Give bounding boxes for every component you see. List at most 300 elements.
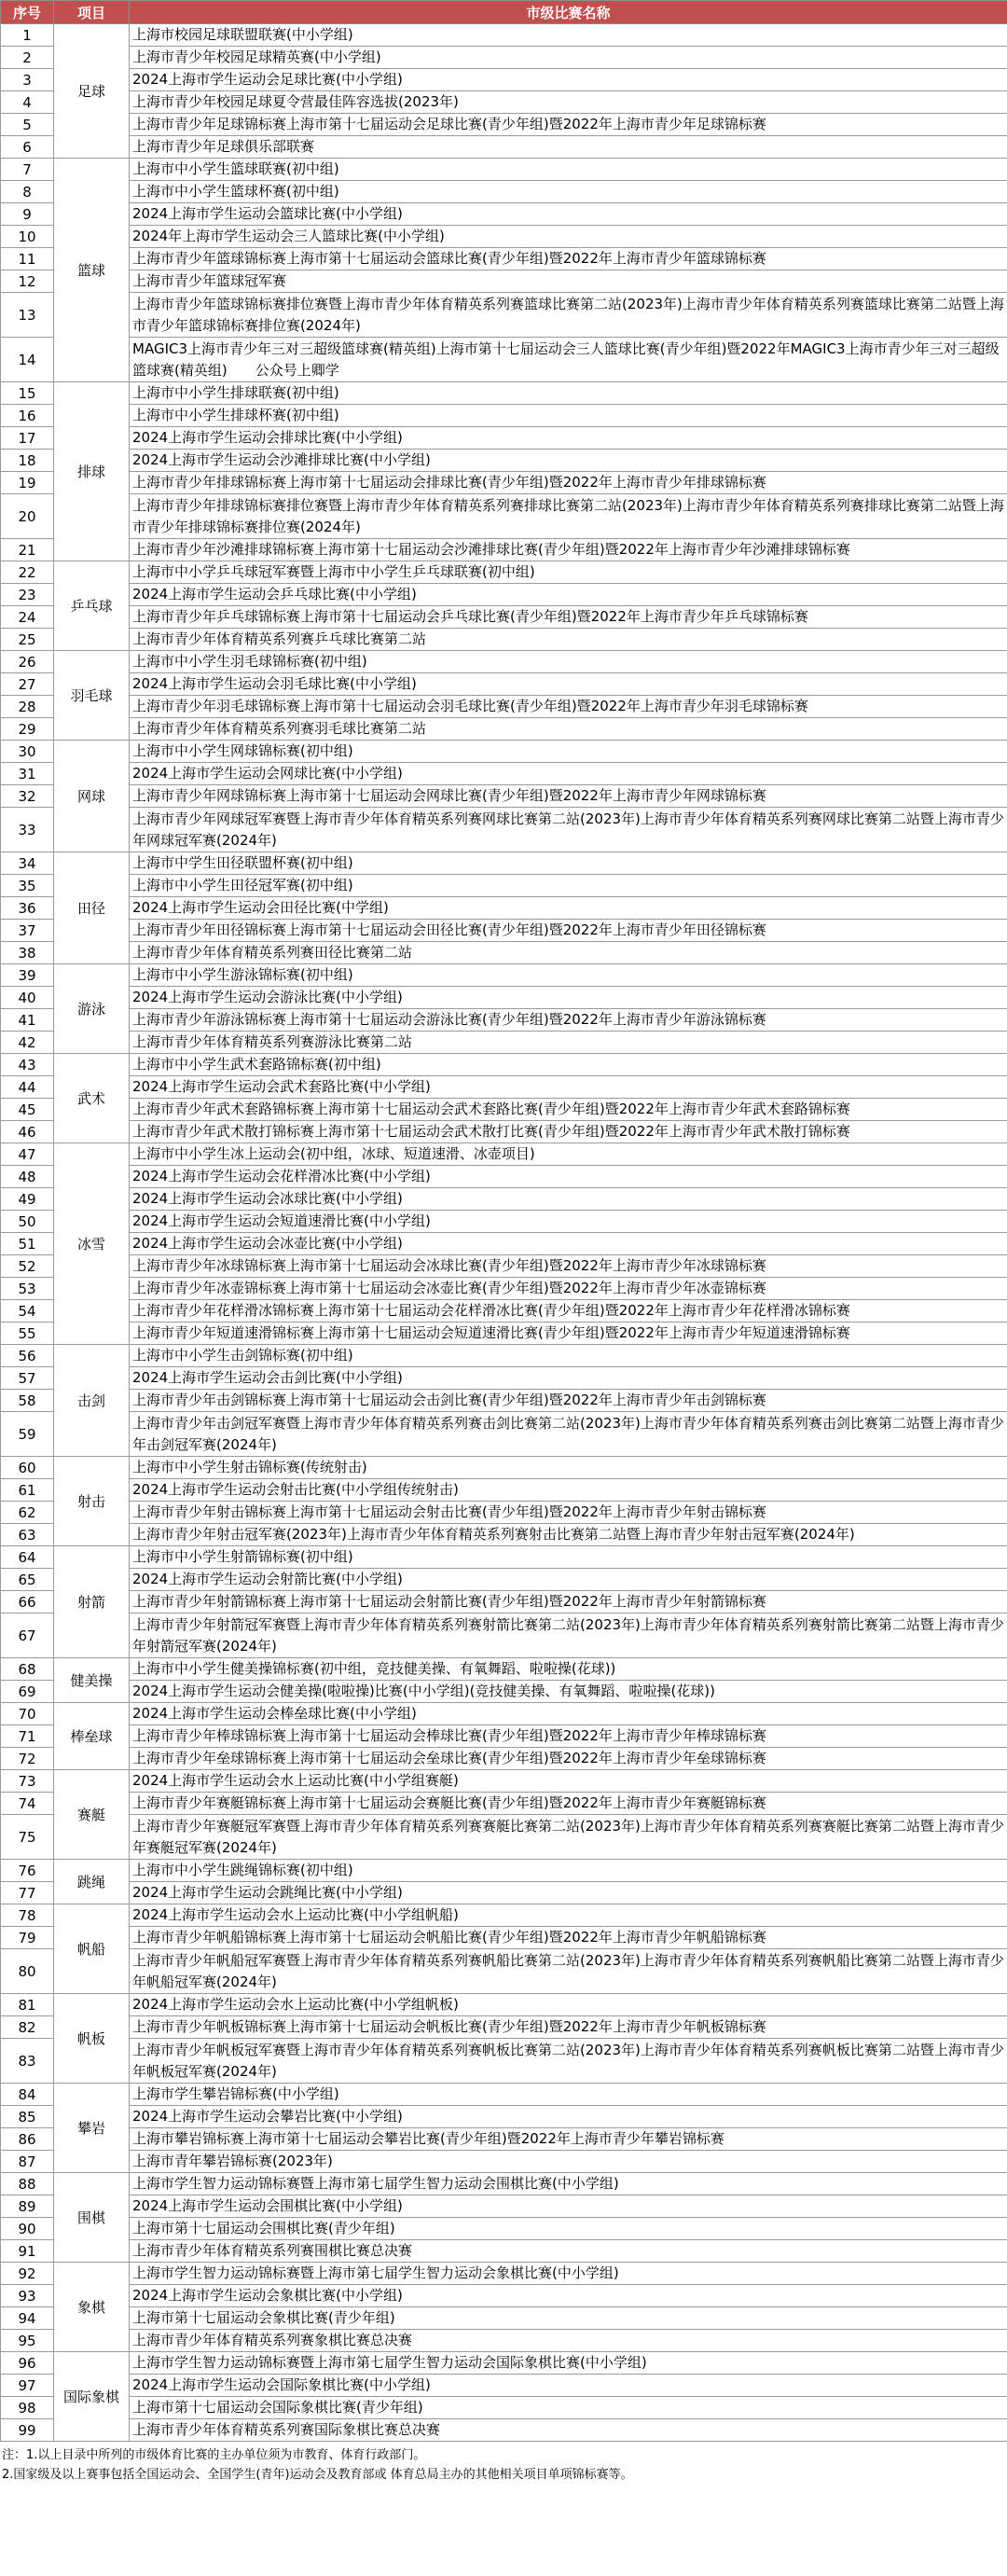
row-number: 41 xyxy=(1,1009,54,1032)
competition-name: 2024上海市学生运动会沙滩排球比赛(中小学组) xyxy=(130,450,1007,472)
competition-name: 上海市中小学生健美操锦标赛(初中组，竞技健美操、有氧舞蹈、啦啦操(花球)) xyxy=(130,1658,1007,1681)
table-row xyxy=(1,1367,1007,1390)
row-number: 57 xyxy=(1,1367,54,1390)
table-row xyxy=(1,1009,1007,1032)
row-number: 24 xyxy=(1,606,54,629)
table-row xyxy=(1,1345,1007,1367)
competition-name: 2024上海市学生运动会花样滑冰比赛(中小学组) xyxy=(130,1166,1007,1188)
row-number: 11 xyxy=(1,248,54,270)
category-cell: 赛艇 xyxy=(54,1770,130,1860)
row-number: 86 xyxy=(1,2128,54,2151)
table-row xyxy=(1,808,1007,852)
table-row xyxy=(1,1054,1007,1076)
row-number: 99 xyxy=(1,2419,54,2442)
competition-name: 2024上海市学生运动会国际象棋比赛(中小学组) xyxy=(130,2375,1007,2397)
row-number: 45 xyxy=(1,1099,54,1121)
row-number: 12 xyxy=(1,270,54,293)
table-row xyxy=(1,472,1007,494)
table-row xyxy=(1,136,1007,159)
category-cell: 乒乓球 xyxy=(54,561,130,651)
table-row xyxy=(1,2330,1007,2352)
table-row xyxy=(1,875,1007,897)
row-number: 44 xyxy=(1,1076,54,1099)
table-row xyxy=(1,1748,1007,1770)
table-row xyxy=(1,2016,1007,2039)
row-number: 53 xyxy=(1,1278,54,1300)
competition-name: 上海市青少年体育精英系列赛乒乓球比赛第二站 xyxy=(130,629,1007,651)
competition-name: 上海市青少年体育精英系列赛游泳比赛第二站 xyxy=(130,1032,1007,1054)
table-row xyxy=(1,651,1007,673)
table-row xyxy=(1,2218,1007,2240)
row-number: 46 xyxy=(1,1121,54,1143)
table-row xyxy=(1,24,1007,47)
row-number: 1 xyxy=(1,24,54,47)
table-row xyxy=(1,1278,1007,1300)
row-number: 2 xyxy=(1,47,54,69)
row-number: 30 xyxy=(1,741,54,763)
table-row xyxy=(1,785,1007,808)
category-cell: 跳绳 xyxy=(54,1860,130,1904)
competition-name: 2024上海市学生运动会水上运动比赛(中小学组帆板) xyxy=(130,1994,1007,2016)
row-number: 10 xyxy=(1,226,54,248)
competition-name: 上海市中小学生篮球杯赛(初中组) xyxy=(130,181,1007,203)
competition-name: 上海市青少年帆板冠军赛暨上海市青少年体育精英系列赛帆板比赛第二站(2023年)上海市青少年体育精英系列赛帆板比赛第二站暨上海市青少年帆板冠军赛(2024年) xyxy=(130,2039,1007,2084)
competition-name: 2024上海市学生运动会篮球比赛(中小学组) xyxy=(130,203,1007,226)
row-number: 97 xyxy=(1,2375,54,2397)
row-number: 96 xyxy=(1,2352,54,2375)
row-number: 62 xyxy=(1,1502,54,1524)
competition-name: 上海市中小学生武术套路锦标赛(初中组) xyxy=(130,1054,1007,1076)
category-cell: 游泳 xyxy=(54,964,130,1054)
row-number: 6 xyxy=(1,136,54,159)
row-number: 32 xyxy=(1,785,54,808)
row-number: 74 xyxy=(1,1793,54,1815)
row-number: 13 xyxy=(1,293,54,338)
row-number: 76 xyxy=(1,1860,54,1882)
table-row xyxy=(1,1099,1007,1121)
row-number: 37 xyxy=(1,920,54,942)
table-row xyxy=(1,2240,1007,2263)
table-row xyxy=(1,1569,1007,1591)
category-cell: 健美操 xyxy=(54,1658,130,1703)
competition-name: 上海市青少年乒乓球锦标赛上海市第十七届运动会乒乓球比赛(青少年组)暨2022年上海市青少年乒乓球锦标赛 xyxy=(130,606,1007,629)
table-row xyxy=(1,2285,1007,2307)
competition-name: 上海市青少年射箭冠军赛暨上海市青少年体育精英系列赛射箭比赛第二站(2023年)上海市青少年体育精英系列赛射箭比赛第二站暨上海市青少年射箭冠军赛(2024年) xyxy=(130,1613,1007,1658)
competition-name: 上海市青少年体育精英系列赛围棋比赛总决赛 xyxy=(130,2240,1007,2263)
competition-name: 上海市中小学生射箭锦标赛(初中组) xyxy=(130,1546,1007,1569)
competition-name: 上海市中小学生跳绳锦标赛(初中组) xyxy=(130,1860,1007,1882)
competition-name: 上海市青少年冰壶锦标赛上海市第十七届运动会冰壶比赛(青少年组)暨2022年上海市青少年冰壶锦标赛 xyxy=(130,1278,1007,1300)
competition-name: 2024上海市学生运动会射击比赛(中小学组传统射击) xyxy=(130,1479,1007,1502)
row-number: 9 xyxy=(1,203,54,226)
competition-name: 上海市中学生田径联盟杯赛(初中组) xyxy=(130,852,1007,875)
table-row xyxy=(1,606,1007,629)
table-row xyxy=(1,450,1007,472)
row-number: 82 xyxy=(1,2016,54,2039)
row-number: 38 xyxy=(1,942,54,964)
competition-name: 上海市中小学乒乓球冠军赛暨上海市中小学生乒乓球联赛(初中组) xyxy=(130,561,1007,584)
competition-name: 上海市中小学生游泳锦标赛(初中组) xyxy=(130,964,1007,987)
category-cell: 足球 xyxy=(54,24,130,159)
competition-name: 上海市中小学生篮球联赛(初中组) xyxy=(130,159,1007,181)
category-cell: 冰雪 xyxy=(54,1143,130,1345)
table-row xyxy=(1,382,1007,405)
row-number: 89 xyxy=(1,2195,54,2218)
table-row xyxy=(1,270,1007,293)
competition-name: 上海市青少年校园足球夏令营最佳阵容选拔(2023年) xyxy=(130,91,1007,114)
row-number: 56 xyxy=(1,1345,54,1367)
competition-name: 2024上海市学生运动会羽毛球比赛(中小学组) xyxy=(130,673,1007,696)
table-row xyxy=(1,2151,1007,2173)
row-number: 29 xyxy=(1,718,54,741)
row-number: 85 xyxy=(1,2106,54,2128)
competition-name: 上海市中小学生排球联赛(初中组) xyxy=(130,382,1007,405)
table-row xyxy=(1,561,1007,584)
competition-name: 上海市中小学生冰上运动会(初中组，冰球、短道速滑、冰壶项目) xyxy=(130,1143,1007,1166)
table-row xyxy=(1,338,1007,382)
competition-name: 上海市青少年垒球锦标赛上海市第十七届运动会垒球比赛(青少年组)暨2022年上海市青少年垒球锦标赛 xyxy=(130,1748,1007,1770)
table-row xyxy=(1,427,1007,450)
table-row xyxy=(1,584,1007,606)
table-row xyxy=(1,2084,1007,2106)
category-cell: 篮球 xyxy=(54,159,130,382)
row-number: 59 xyxy=(1,1412,54,1457)
row-number: 80 xyxy=(1,1949,54,1994)
row-number: 73 xyxy=(1,1770,54,1793)
row-number: 35 xyxy=(1,875,54,897)
table-row xyxy=(1,2307,1007,2330)
category-cell: 羽毛球 xyxy=(54,651,130,741)
table-row xyxy=(1,1121,1007,1143)
competition-name: 2024上海市学生运动会冰球比赛(中小学组) xyxy=(130,1188,1007,1211)
competition-name: 2024上海市学生运动会水上运动比赛(中小学组赛艇) xyxy=(130,1770,1007,1793)
table-row xyxy=(1,1255,1007,1278)
table-row xyxy=(1,741,1007,763)
category-cell: 击剑 xyxy=(54,1345,130,1457)
competition-name: 上海市青少年射击锦标赛上海市第十七届运动会射击比赛(青少年组)暨2022年上海市青少年射击锦标赛 xyxy=(130,1502,1007,1524)
row-number: 95 xyxy=(1,2330,54,2352)
table-row xyxy=(1,1591,1007,1613)
table-row xyxy=(1,1300,1007,1323)
competition-name: 上海市青少年赛艇锦标赛上海市第十七届运动会赛艇比赛(青少年组)暨2022年上海市青少年赛艇锦标赛 xyxy=(130,1793,1007,1815)
table-row xyxy=(1,1143,1007,1166)
row-number: 90 xyxy=(1,2218,54,2240)
row-number: 83 xyxy=(1,2039,54,2084)
competition-name: 上海市中小学生击剑锦标赛(初中组) xyxy=(130,1345,1007,1367)
competition-name: 上海市校园足球联盟联赛(中小学组) xyxy=(130,24,1007,47)
table-row xyxy=(1,47,1007,69)
table-row xyxy=(1,920,1007,942)
category-cell: 围棋 xyxy=(54,2173,130,2263)
competition-name: 上海市青少年冰球锦标赛上海市第十七届运动会冰球比赛(青少年组)暨2022年上海市青少年冰球锦标赛 xyxy=(130,1255,1007,1278)
competition-name: 上海市青少年体育精英系列赛象棋比赛总决赛 xyxy=(130,2330,1007,2352)
row-number: 22 xyxy=(1,561,54,584)
table-row xyxy=(1,1927,1007,1949)
competition-name: 2024上海市学生运动会武术套路比赛(中小学组) xyxy=(130,1076,1007,1099)
row-number: 15 xyxy=(1,382,54,405)
competition-name: 2024上海市学生运动会乒乓球比赛(中小学组) xyxy=(130,584,1007,606)
row-number: 28 xyxy=(1,696,54,718)
competition-name: 2024上海市学生运动会跳绳比赛(中小学组) xyxy=(130,1882,1007,1904)
competition-name: 上海市青少年棒球锦标赛上海市第十七届运动会棒球比赛(青少年组)暨2022年上海市青少年棒球锦标赛 xyxy=(130,1725,1007,1748)
competition-name: 上海市中小学生田径冠军赛(初中组) xyxy=(130,875,1007,897)
table-row xyxy=(1,2195,1007,2218)
table-row xyxy=(1,1412,1007,1457)
table-row xyxy=(1,1793,1007,1815)
competition-name: 上海市青少年体育精英系列赛羽毛球比赛第二站 xyxy=(130,718,1007,741)
competition-name: 上海市青少年篮球冠军赛 xyxy=(130,270,1007,293)
table-row xyxy=(1,2263,1007,2285)
competition-name: 上海市中小学生羽毛球锦标赛(初中组) xyxy=(130,651,1007,673)
table-row xyxy=(1,1725,1007,1748)
competition-name: 上海市青少年排球锦标赛上海市第十七届运动会排球比赛(青少年组)暨2022年上海市青少年排球锦标赛 xyxy=(130,472,1007,494)
row-number: 55 xyxy=(1,1323,54,1345)
competition-name: 上海市青少年田径锦标赛上海市第十七届运动会田径比赛(青少年组)暨2022年上海市青少年田径锦标赛 xyxy=(130,920,1007,942)
row-number: 81 xyxy=(1,1994,54,2016)
table-row xyxy=(1,1904,1007,1927)
table-row xyxy=(1,2419,1007,2442)
row-number: 18 xyxy=(1,450,54,472)
table-row xyxy=(1,1994,1007,2016)
row-number: 4 xyxy=(1,91,54,114)
competition-name: 2024上海市学生运动会网球比赛(中小学组) xyxy=(130,763,1007,785)
competition-name: 上海市青少年羽毛球锦标赛上海市第十七届运动会羽毛球比赛(青少年组)暨2022年上海市青少年羽毛球锦标赛 xyxy=(130,696,1007,718)
row-number: 50 xyxy=(1,1211,54,1233)
competition-name: 上海市青少年沙滩排球锦标赛上海市第十七届运动会沙滩排球比赛(青少年组)暨2022年上海市青少年沙滩排球锦标赛 xyxy=(130,539,1007,561)
table-row xyxy=(1,1076,1007,1099)
row-number: 49 xyxy=(1,1188,54,1211)
row-number: 48 xyxy=(1,1166,54,1188)
row-number: 43 xyxy=(1,1054,54,1076)
header-category: 项目 xyxy=(54,1,130,24)
table-row xyxy=(1,1681,1007,1703)
row-number: 52 xyxy=(1,1255,54,1278)
table-row xyxy=(1,1211,1007,1233)
row-number: 69 xyxy=(1,1681,54,1703)
row-number: 93 xyxy=(1,2285,54,2307)
row-number: 60 xyxy=(1,1457,54,1479)
row-number: 61 xyxy=(1,1479,54,1502)
table-row xyxy=(1,2173,1007,2195)
row-number: 58 xyxy=(1,1390,54,1412)
row-number: 25 xyxy=(1,629,54,651)
competition-name: 上海市学生智力运动锦标赛暨上海市第七届学生智力运动会象棋比赛(中小学组) xyxy=(130,2263,1007,2285)
table-row xyxy=(1,2106,1007,2128)
competition-name: 2024上海市学生运动会田径比赛(中学组) xyxy=(130,897,1007,920)
competition-name: 上海市青少年网球锦标赛上海市第十七届运动会网球比赛(青少年组)暨2022年上海市青少年网球锦标赛 xyxy=(130,785,1007,808)
row-number: 5 xyxy=(1,114,54,136)
row-number: 84 xyxy=(1,2084,54,2106)
table-row xyxy=(1,942,1007,964)
competition-name: 2024上海市学生运动会游泳比赛(中小学组) xyxy=(130,987,1007,1009)
table-row xyxy=(1,248,1007,270)
row-number: 70 xyxy=(1,1703,54,1725)
competition-name: 上海市中小学生排球杯赛(初中组) xyxy=(130,405,1007,427)
table-row xyxy=(1,91,1007,114)
table-row xyxy=(1,114,1007,136)
table-row xyxy=(1,1949,1007,1994)
competition-name: 上海市青少年短道速滑锦标赛上海市第十七届运动会短道速滑比赛(青少年组)暨2022年上海市青少年短道速滑锦标赛 xyxy=(130,1323,1007,1345)
competition-name: 上海市青少年花样滑冰锦标赛上海市第十七届运动会花样滑冰比赛(青少年组)暨2022年上海市青少年花样滑冰锦标赛 xyxy=(130,1300,1007,1323)
competition-name: 2024上海市学生运动会足球比赛(中小学组) xyxy=(130,69,1007,91)
category-cell: 射箭 xyxy=(54,1546,130,1658)
table-row xyxy=(1,763,1007,785)
table-row xyxy=(1,1457,1007,1479)
row-number: 39 xyxy=(1,964,54,987)
table-row xyxy=(1,203,1007,226)
table-row xyxy=(1,1188,1007,1211)
row-number: 92 xyxy=(1,2263,54,2285)
competition-name: MAGIC3上海市青少年三对三超级篮球赛(精英组)上海市第十七届运动会三人篮球比赛(青少年组)暨2022年MAGIC3上海市青少年三对三超级篮球赛(精英组) 公众号上卿学 xyxy=(130,338,1007,382)
row-number: 3 xyxy=(1,69,54,91)
row-number: 42 xyxy=(1,1032,54,1054)
table-row xyxy=(1,1166,1007,1188)
competition-name: 2024上海市学生运动会冰壶比赛(中小学组) xyxy=(130,1233,1007,1255)
table-row xyxy=(1,2352,1007,2375)
row-number: 7 xyxy=(1,159,54,181)
competition-name: 2024上海市学生运动会射箭比赛(中小学组) xyxy=(130,1569,1007,1591)
row-number: 87 xyxy=(1,2151,54,2173)
row-number: 66 xyxy=(1,1591,54,1613)
row-number: 75 xyxy=(1,1815,54,1860)
competition-name: 上海市学生智力运动锦标赛暨上海市第七届学生智力运动会国际象棋比赛(中小学组) xyxy=(130,2352,1007,2375)
row-number: 64 xyxy=(1,1546,54,1569)
competition-name: 上海市青少年射击冠军赛(2023年)上海市青少年体育精英系列赛射击比赛第二站暨上海市青少年射击冠军赛(2024年) xyxy=(130,1524,1007,1546)
row-number: 21 xyxy=(1,539,54,561)
table-row xyxy=(1,629,1007,651)
table-row xyxy=(1,159,1007,181)
category-cell: 攀岩 xyxy=(54,2084,130,2173)
table-row xyxy=(1,1613,1007,1658)
competition-name: 2024上海市学生运动会象棋比赛(中小学组) xyxy=(130,2285,1007,2307)
competition-name: 上海市攀岩锦标赛上海市第十七届运动会攀岩比赛(青少年组)暨2022年上海市青少年攀岩锦标赛 xyxy=(130,2128,1007,2151)
table-row xyxy=(1,1703,1007,1725)
table-row xyxy=(1,1479,1007,1502)
table-row xyxy=(1,696,1007,718)
row-number: 17 xyxy=(1,427,54,450)
competition-name: 上海市青少年击剑锦标赛上海市第十七届运动会击剑比赛(青少年组)暨2022年上海市青少年击剑锦标赛 xyxy=(130,1390,1007,1412)
table-row xyxy=(1,1032,1007,1054)
category-cell: 排球 xyxy=(54,382,130,561)
table-row xyxy=(1,405,1007,427)
competition-name: 上海市青少年射箭锦标赛上海市第十七届运动会射箭比赛(青少年组)暨2022年上海市青少年射箭锦标赛 xyxy=(130,1591,1007,1613)
competition-name: 2024年上海市学生运动会三人篮球比赛(中小学组) xyxy=(130,226,1007,248)
table-row xyxy=(1,1524,1007,1546)
row-number: 16 xyxy=(1,405,54,427)
competition-name: 上海市青少年游泳锦标赛上海市第十七届运动会游泳比赛(青少年组)暨2022年上海市青少年游泳锦标赛 xyxy=(130,1009,1007,1032)
row-number: 26 xyxy=(1,651,54,673)
row-number: 98 xyxy=(1,2397,54,2419)
table-row xyxy=(1,181,1007,203)
competition-name: 上海市青少年篮球锦标赛上海市第十七届运动会篮球比赛(青少年组)暨2022年上海市青少年篮球锦标赛 xyxy=(130,248,1007,270)
competition-name: 上海市中小学生网球锦标赛(初中组) xyxy=(130,741,1007,763)
table-row xyxy=(1,1233,1007,1255)
row-number: 36 xyxy=(1,897,54,920)
competition-name: 上海市青少年帆船冠军赛暨上海市青少年体育精英系列赛帆船比赛第二站(2023年)上海市青少年体育精英系列赛帆船比赛第二站暨上海市青少年帆船冠军赛(2024年) xyxy=(130,1949,1007,1994)
row-number: 34 xyxy=(1,852,54,875)
competition-name: 上海市青少年足球俱乐部联赛 xyxy=(130,136,1007,159)
table-row xyxy=(1,1815,1007,1860)
competition-name: 上海市青少年帆板锦标赛上海市第十七届运动会帆板比赛(青少年组)暨2022年上海市青少年帆板锦标赛 xyxy=(130,2016,1007,2039)
row-number: 72 xyxy=(1,1748,54,1770)
row-number: 19 xyxy=(1,472,54,494)
table-row xyxy=(1,718,1007,741)
row-number: 63 xyxy=(1,1524,54,1546)
row-number: 40 xyxy=(1,987,54,1009)
row-number: 78 xyxy=(1,1904,54,1927)
competition-name: 上海市青少年校园足球精英赛(中小学组) xyxy=(130,47,1007,69)
competition-name: 上海市第十七届运动会国际象棋比赛(青少年组) xyxy=(130,2397,1007,2419)
table-row xyxy=(1,1546,1007,1569)
category-cell: 射击 xyxy=(54,1457,130,1546)
table-row xyxy=(1,897,1007,920)
competition-name: 上海市青少年帆船锦标赛上海市第十七届运动会帆船比赛(青少年组)暨2022年上海市青少年帆船锦标赛 xyxy=(130,1927,1007,1949)
category-cell: 网球 xyxy=(54,741,130,852)
table-row xyxy=(1,494,1007,539)
competition-name: 上海市青少年体育精英系列赛田径比赛第二站 xyxy=(130,942,1007,964)
table-row xyxy=(1,1502,1007,1524)
header-no: 序号 xyxy=(1,1,54,24)
competition-name: 上海市青年攀岩锦标赛(2023年) xyxy=(130,2151,1007,2173)
table-row xyxy=(1,987,1007,1009)
table-row xyxy=(1,1882,1007,1904)
category-cell: 帆船 xyxy=(54,1904,130,1994)
category-cell: 武术 xyxy=(54,1054,130,1143)
row-number: 31 xyxy=(1,763,54,785)
competition-name: 上海市青少年武术套路锦标赛上海市第十七届运动会武术套路比赛(青少年组)暨2022年上海市青少年武术套路锦标赛 xyxy=(130,1099,1007,1121)
competition-name: 上海市学生攀岩锦标赛(中小学组) xyxy=(130,2084,1007,2106)
competition-name: 上海市学生智力运动锦标赛暨上海市第七届学生智力运动会围棋比赛(中小学组) xyxy=(130,2173,1007,2195)
table-body xyxy=(1,24,1007,2442)
table-row xyxy=(1,2375,1007,2397)
table-row xyxy=(1,673,1007,696)
table-row xyxy=(1,1390,1007,1412)
footnote-2: 2.国家级及以上赛事包括全国运动会、全国学生(青年)运动会及教育部或 体育总局主办的其他相关项目单项锦标赛等。 xyxy=(2,2468,633,2482)
competition-name: 2024上海市学生运动会击剑比赛(中小学组) xyxy=(130,1367,1007,1390)
row-number: 8 xyxy=(1,181,54,203)
category-cell: 帆板 xyxy=(54,1994,130,2084)
row-number: 79 xyxy=(1,1927,54,1949)
row-number: 14 xyxy=(1,338,54,382)
category-cell: 象棋 xyxy=(54,2263,130,2352)
table-row xyxy=(1,1323,1007,1345)
competition-name: 2024上海市学生运动会棒垒球比赛(中小学组) xyxy=(130,1703,1007,1725)
row-number: 68 xyxy=(1,1658,54,1681)
row-number: 88 xyxy=(1,2173,54,2195)
competition-name: 上海市中小学生射击锦标赛(传统射击) xyxy=(130,1457,1007,1479)
competition-name: 2024上海市学生运动会健美操(啦啦操)比赛(中小学组)(竞技健美操、有氧舞蹈、啦啦操(花球)) xyxy=(130,1681,1007,1703)
row-number: 51 xyxy=(1,1233,54,1255)
category-cell: 田径 xyxy=(54,852,130,964)
row-number: 54 xyxy=(1,1300,54,1323)
category-cell: 国际象棋 xyxy=(54,2352,130,2442)
competition-name: 上海市青少年足球锦标赛上海市第十七届运动会足球比赛(青少年组)暨2022年上海市青少年足球锦标赛 xyxy=(130,114,1007,136)
category-cell: 棒垒球 xyxy=(54,1703,130,1770)
competition-name: 上海市青少年排球锦标赛排位赛暨上海市青少年体育精英系列赛排球比赛第二站(2023年)上海市青少年体育精英系列赛排球比赛第二站暨上海市青少年排球锦标赛排位赛(2024年) xyxy=(130,494,1007,539)
row-number: 20 xyxy=(1,494,54,539)
competition-name: 2024上海市学生运动会短道速滑比赛(中小学组) xyxy=(130,1211,1007,1233)
row-number: 77 xyxy=(1,1882,54,1904)
competition-name: 上海市青少年赛艇冠军赛暨上海市青少年体育精英系列赛赛艇比赛第二站(2023年)上海市青少年体育精英系列赛赛艇比赛第二站暨上海市青少年赛艇冠军赛(2024年) xyxy=(130,1815,1007,1860)
row-number: 33 xyxy=(1,808,54,852)
row-number: 67 xyxy=(1,1613,54,1658)
table-row xyxy=(1,2397,1007,2419)
table-row xyxy=(1,226,1007,248)
table-row xyxy=(1,293,1007,338)
header-name: 市级比赛名称 xyxy=(130,1,1007,24)
row-number: 27 xyxy=(1,673,54,696)
table-row xyxy=(1,2039,1007,2084)
